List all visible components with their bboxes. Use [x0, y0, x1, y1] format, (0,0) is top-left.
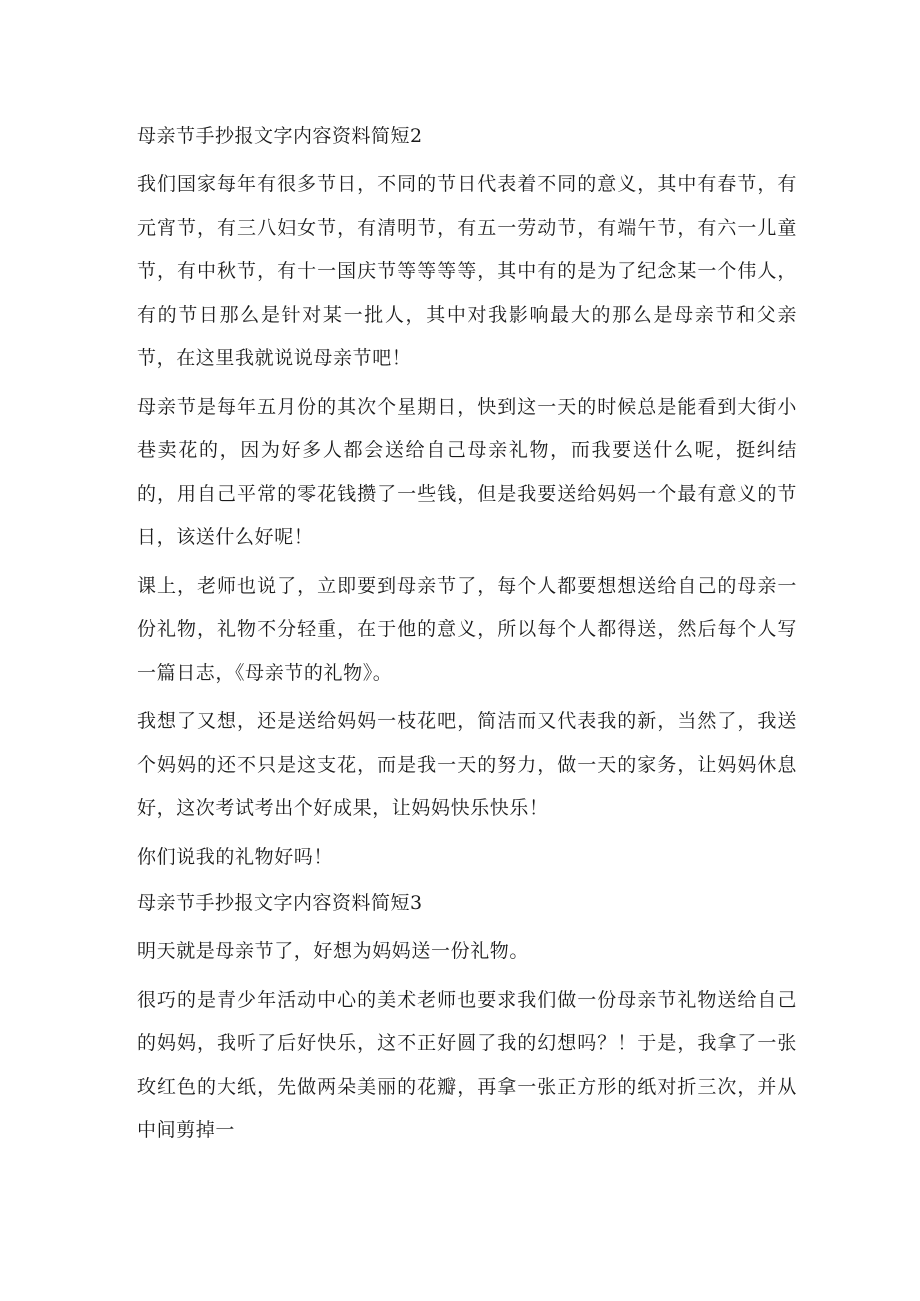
paragraph: 我想了又想，还是送给妈妈一枝花吧，简洁而又代表我的新，当然了，我送个妈妈的还不只是这支花，而是我一天的努力，做一天的家务，让妈妈休息好，这次考试考出个好成果，让妈妈快乐快乐！ — [137, 710, 797, 819]
paragraph: 课上，老师也说了，立即要到母亲节了，每个人都要想想送给自己的母亲一份礼物，礼物不分轻重，在于他的意义，所以每个人都得送，然后每个人写一篇日志，《母亲节的礼物》。 — [137, 574, 797, 684]
section-heading: 母亲节手抄报文字内容资料简短2 — [137, 125, 423, 147]
paragraph: 你们说我的礼物好吗！ — [137, 845, 334, 868]
document-page — [137, 117, 797, 1153]
paragraph: 明天就是母亲节了，好想为妈妈送一份礼物。 — [137, 940, 530, 962]
section-heading: 母亲节手抄报文字内容资料简短3 — [137, 892, 423, 914]
paragraph: 很巧的是青少年活动中心的美术老师也要求我们做一份母亲节礼物送给自己的妈妈，我听了后好快乐，这不正好圆了我的幻想吗？！于是，我拿了一张玫红色的大纸，先做两朵美丽的花瓣，再拿一张正方形的纸对折三次，并从中间剪掉一 — [137, 988, 797, 1141]
paragraph: 母亲节是每年五月份的其次个星期日，快到这一天的时候总是能看到大街小巷卖花的，因为好多人都会送给自己母亲礼物，而我要送什么呢，挺纠结的，用自己平常的零花钱攒了一些钱，但是我要送给妈妈一个最有意义的节日，该送什么好呢！ — [137, 395, 797, 548]
paragraph: 我们国家每年有很多节日，不同的节日代表着不同的意义，其中有春节，有元宵节，有三八妇女节，有清明节，有五一劳动节，有端午节，有六一儿童节，有中秋节，有十一国庆节等等等等，其中有的是为了纪念某一个伟人，有的节日那么是针对某一批人，其中对我影响最大的那么是母亲节和父亲节，在这里我就说说母亲节吧！ — [137, 173, 797, 369]
